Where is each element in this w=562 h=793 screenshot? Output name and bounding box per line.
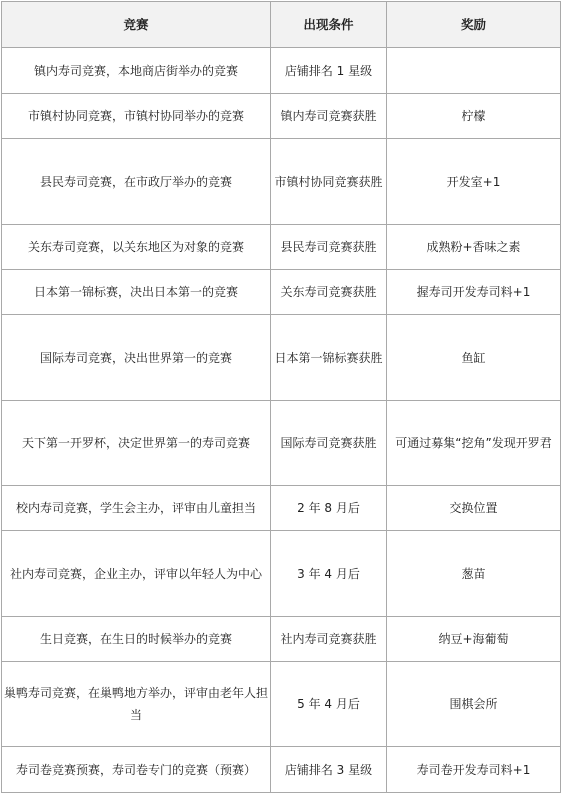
reward-cell: 开发室+1 bbox=[387, 139, 561, 225]
condition-cell: 店铺排名 1 星级 bbox=[271, 48, 387, 94]
table-row bbox=[2, 617, 561, 662]
condition-cell: 镇内寿司竞赛获胜 bbox=[271, 94, 387, 139]
contest-table bbox=[1, 1, 561, 793]
contest-cell: 天下第一开罗杯，决定世界第一的寿司竞赛 bbox=[2, 401, 271, 486]
reward-cell: 交换位置 bbox=[387, 486, 561, 531]
condition-cell: 社内寿司竞赛获胜 bbox=[271, 617, 387, 662]
reward-cell: 葱苗 bbox=[387, 531, 561, 617]
table-row bbox=[2, 315, 561, 401]
table-row bbox=[2, 139, 561, 225]
condition-cell: 县民寿司竞赛获胜 bbox=[271, 225, 387, 270]
contest-cell: 巢鸭寿司竞赛，在巢鸭地方举办，评审由老年人担当 bbox=[2, 662, 271, 747]
condition-cell: 店铺排名 3 星级 bbox=[271, 747, 387, 793]
table-row bbox=[2, 401, 561, 486]
contest-cell: 日本第一锦标赛，决出日本第一的竞赛 bbox=[2, 270, 271, 315]
reward-cell: 柠檬 bbox=[387, 94, 561, 139]
contest-cell: 关东寿司竞赛，以关东地区为对象的竞赛 bbox=[2, 225, 271, 270]
condition-cell: 2 年 8 月后 bbox=[271, 486, 387, 531]
reward-cell: 围棋会所 bbox=[387, 662, 561, 747]
table-row bbox=[2, 48, 561, 94]
contest-cell: 寿司卷竞赛预赛，寿司卷专门的竞赛（预赛） bbox=[2, 747, 271, 793]
condition-cell: 市镇村协同竞赛获胜 bbox=[271, 139, 387, 225]
reward-cell: 纳豆+海葡萄 bbox=[387, 617, 561, 662]
header-condition: 出现条件 bbox=[271, 2, 387, 48]
contest-cell: 校内寿司竞赛，学生会主办，评审由儿童担当 bbox=[2, 486, 271, 531]
contest-cell: 生日竞赛，在生日的时候举办的竞赛 bbox=[2, 617, 271, 662]
table-row bbox=[2, 486, 561, 531]
condition-cell: 3 年 4 月后 bbox=[271, 531, 387, 617]
condition-cell: 日本第一锦标赛获胜 bbox=[271, 315, 387, 401]
header-reward: 奖励 bbox=[387, 2, 561, 48]
condition-cell: 关东寿司竞赛获胜 bbox=[271, 270, 387, 315]
reward-cell: 寿司卷开发寿司料+1 bbox=[387, 747, 561, 793]
table-row bbox=[2, 270, 561, 315]
contest-cell: 镇内寿司竞赛，本地商店街举办的竞赛 bbox=[2, 48, 271, 94]
table-row bbox=[2, 94, 561, 139]
reward-cell: 可通过募集“挖角”发现开罗君 bbox=[387, 401, 561, 486]
reward-cell: 成熟粉+香味之素 bbox=[387, 225, 561, 270]
condition-cell: 5 年 4 月后 bbox=[271, 662, 387, 747]
reward-cell bbox=[387, 48, 561, 94]
condition-cell: 国际寿司竞赛获胜 bbox=[271, 401, 387, 486]
table-row bbox=[2, 747, 561, 793]
table-row bbox=[2, 531, 561, 617]
contest-cell: 市镇村协同竞赛，市镇村协同举办的竞赛 bbox=[2, 94, 271, 139]
reward-cell: 鱼缸 bbox=[387, 315, 561, 401]
table-row bbox=[2, 225, 561, 270]
contest-cell: 县民寿司竞赛，在市政厅举办的竞赛 bbox=[2, 139, 271, 225]
contest-cell: 社内寿司竞赛，企业主办，评审以年轻人为中心 bbox=[2, 531, 271, 617]
contest-cell: 国际寿司竞赛，决出世界第一的竞赛 bbox=[2, 315, 271, 401]
table-header-row bbox=[2, 2, 561, 48]
reward-cell: 握寿司开发寿司料+1 bbox=[387, 270, 561, 315]
header-contest: 竞赛 bbox=[2, 2, 271, 48]
table-row bbox=[2, 662, 561, 747]
